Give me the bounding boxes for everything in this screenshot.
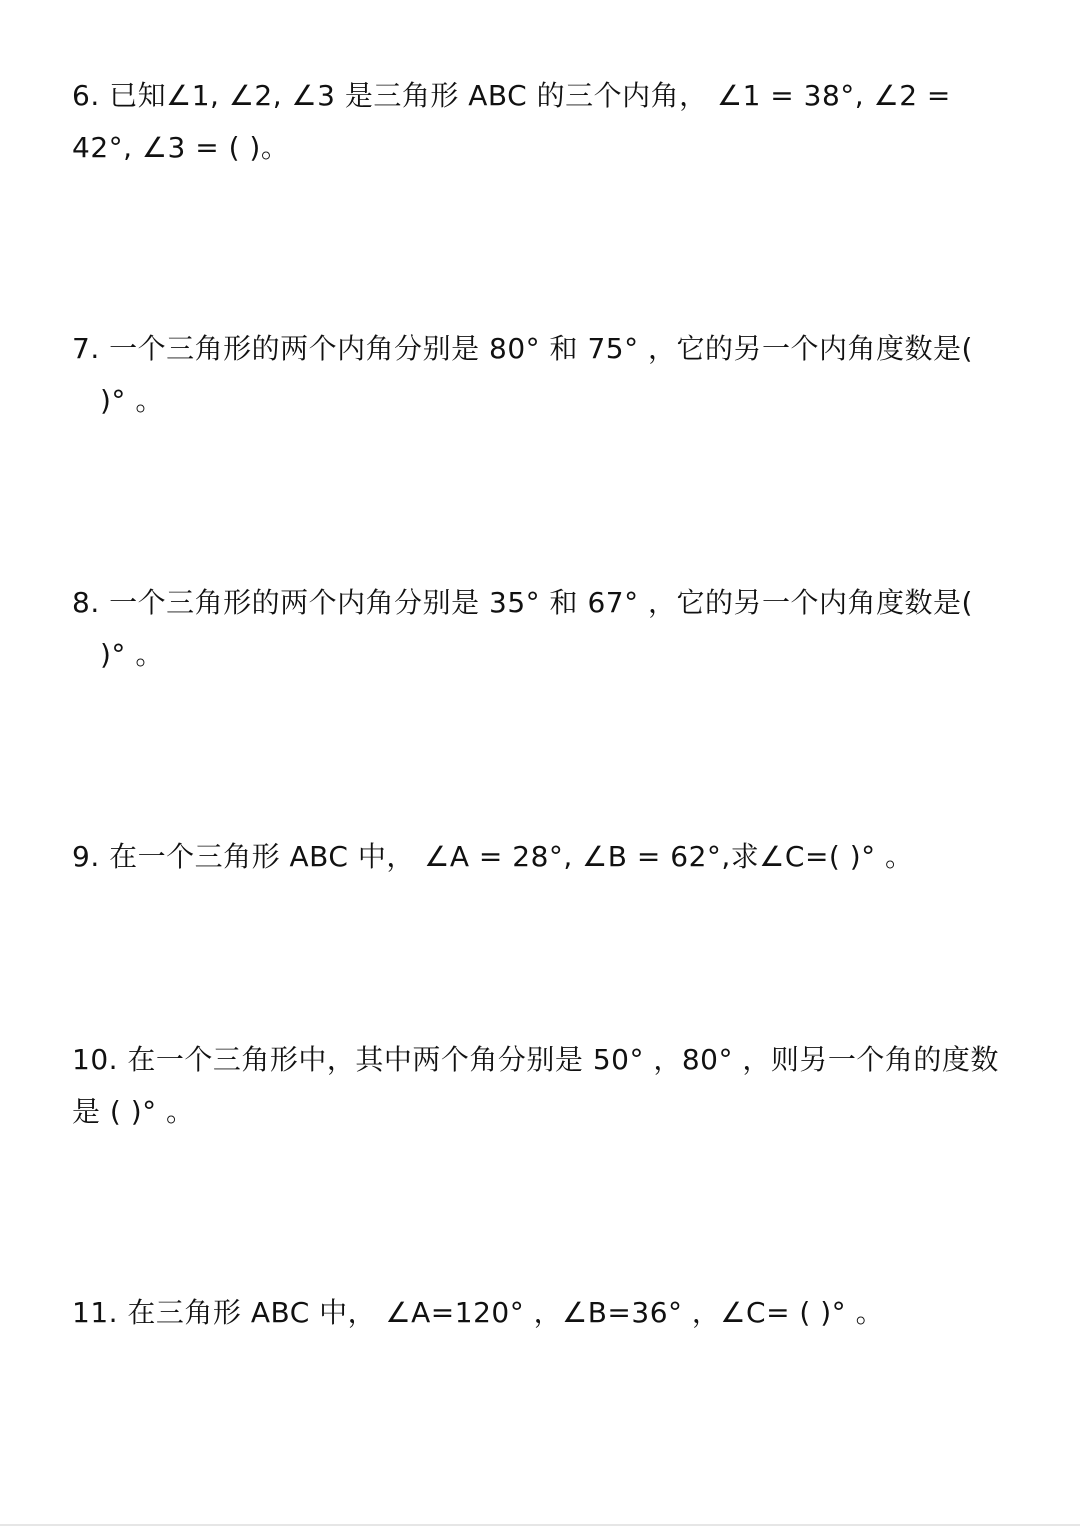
question-6: [72, 70, 1012, 174]
question-11: [72, 1287, 1012, 1339]
question-6-line-2: 42°, ∠3 = ( )。: [72, 131, 290, 164]
question-8: [72, 577, 1012, 681]
question-6-line-1: 6. 已知∠1, ∠2, ∠3 是三角形 ABC 的三个内角， ∠1 = 38°, ∠2 =: [72, 79, 951, 112]
question-9: [72, 831, 1012, 883]
question-8-line-1: 8. 一个三角形的两个内角分别是 35° 和 67° ，它的另一个内角度数是(: [72, 586, 973, 619]
question-7: [72, 323, 1012, 427]
question-9-line-1: 9. 在一个三角形 ABC 中， ∠A = 28°, ∠B = 62°,求∠C=( )° 。: [72, 840, 914, 873]
question-10: [72, 1034, 1012, 1138]
question-10-line-1: 10. 在一个三角形中，其中两个角分别是 50° ，80° ，则另一个角的度数: [72, 1043, 999, 1076]
question-10-line-2: 是 ( )° 。: [72, 1095, 195, 1128]
question-7-line-1: 7. 一个三角形的两个内角分别是 80° 和 75° ，它的另一个内角度数是(: [72, 332, 973, 365]
question-11-line-1: 11. 在三角形 ABC 中， ∠A=120° ，∠B=36° ，∠C= ( )° 。: [72, 1296, 885, 1329]
question-8-line-2: )° 。: [100, 638, 164, 671]
question-7-line-2: )° 。: [100, 384, 164, 417]
